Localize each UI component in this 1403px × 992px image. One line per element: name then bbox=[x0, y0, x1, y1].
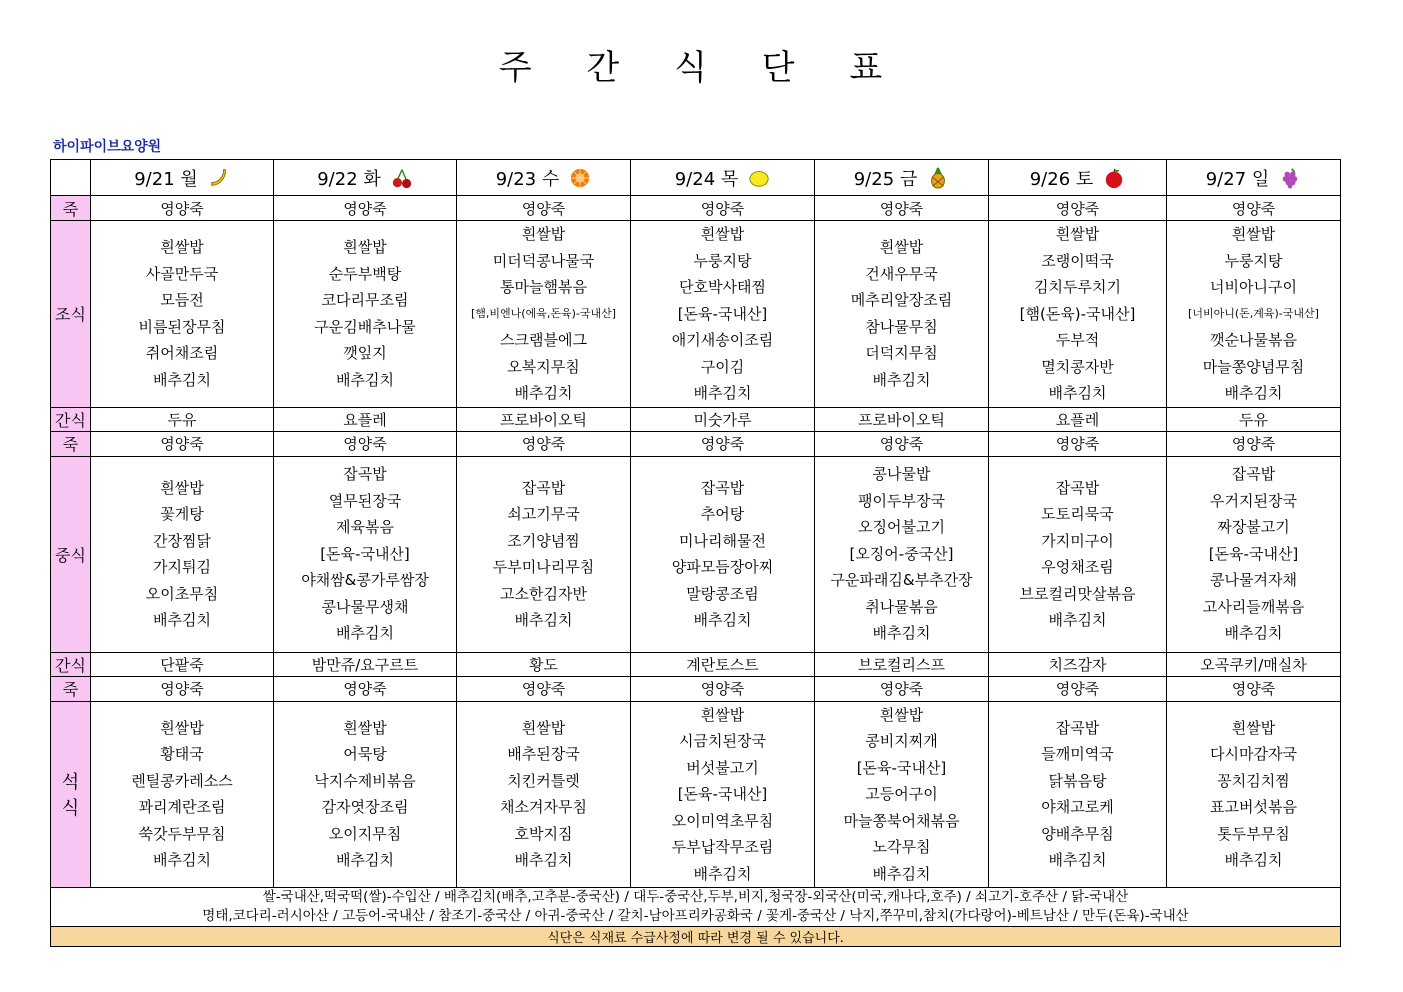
menu-item: 다시마감자국 bbox=[1210, 745, 1297, 764]
menu-item: 스크램블에그 bbox=[500, 331, 587, 349]
menu-item: 야채쌈&콩가루쌈장 bbox=[301, 571, 429, 590]
menu-item: 우엉채조림 bbox=[1041, 558, 1114, 576]
menu-item: 콩비지찌개 bbox=[865, 732, 938, 750]
menu-item: 조기양념찜 bbox=[507, 531, 580, 550]
menu-item: 잡곡밥 bbox=[700, 478, 745, 497]
menu-item: 고소한김자반 bbox=[500, 584, 587, 603]
menu-item: 고사리들깨볶음 bbox=[1202, 597, 1305, 616]
day-date: 9/24 목 bbox=[674, 168, 739, 190]
porridge-label: 죽 bbox=[51, 431, 91, 456]
menu-item: 꽃게탕 bbox=[160, 505, 204, 523]
menu-item: 배추김치 bbox=[514, 611, 573, 629]
breakfast-label: 조식 bbox=[51, 221, 91, 408]
menu-item: [돈육-국내산] bbox=[1208, 544, 1299, 563]
dinner-cell bbox=[1167, 701, 1341, 888]
menu-item: 모듬전 bbox=[160, 291, 204, 310]
menu-item: 애기새송이조림 bbox=[671, 331, 774, 349]
menu-item: 흰쌀밥 bbox=[160, 238, 204, 257]
breakfast-cell bbox=[631, 221, 815, 408]
menu-item: 흰쌀밥 bbox=[521, 718, 566, 737]
menu-item: 닭볶음탕 bbox=[1048, 771, 1107, 790]
menu-item: 흰쌀밥 bbox=[1231, 718, 1276, 737]
menu-item: 흰쌀밥 bbox=[879, 705, 924, 724]
banana-icon bbox=[208, 167, 230, 189]
menu-item: 잡곡밥 bbox=[521, 478, 566, 497]
page-title: 주 간 식 단 표 bbox=[498, 48, 905, 88]
menu-item: 배추김치 bbox=[514, 384, 573, 402]
menu-item: 고등어구이 bbox=[865, 785, 938, 803]
menu-item: 배추김치 bbox=[336, 851, 394, 870]
porridge-cell: 영양죽 bbox=[274, 196, 457, 221]
menu-item: 흰쌀밥 bbox=[700, 225, 745, 243]
snack-cell: 브로컬리스프 bbox=[815, 652, 989, 676]
menu-item: [오징어-중국산] bbox=[849, 544, 954, 563]
menu-item: 배추김치 bbox=[1224, 624, 1283, 643]
breakfast-cell bbox=[457, 221, 631, 408]
menu-item: 흰쌀밥 bbox=[700, 705, 745, 724]
menu-item: 버섯불고기 bbox=[686, 758, 759, 777]
menu-item: 배추김치 bbox=[153, 370, 211, 389]
menu-item: 배추김치 bbox=[153, 611, 211, 629]
menu-item: 팽이두부장국 bbox=[858, 491, 945, 510]
menu-item: 두부납작무조림 bbox=[671, 838, 774, 856]
menu-item: 배추김치 bbox=[336, 370, 394, 389]
menu-item: 노각무침 bbox=[872, 838, 931, 856]
porridge-cell: 영양죽 bbox=[457, 196, 631, 221]
menu-item: 간장찜닭 bbox=[153, 531, 211, 550]
menu-item: 오징어불고기 bbox=[858, 518, 945, 537]
porridge-cell: 영양죽 bbox=[815, 431, 989, 456]
day-date: 9/25 금 bbox=[853, 168, 918, 190]
lunch-cell bbox=[457, 456, 631, 652]
dinner-label-1: 석 bbox=[61, 772, 80, 794]
day-date: 9/21 월 bbox=[134, 168, 198, 190]
menu-item: 콩나물겨자채 bbox=[1210, 571, 1297, 590]
menu-item: 참나물무침 bbox=[865, 317, 938, 336]
porridge-cell: 영양죽 bbox=[91, 431, 274, 456]
day-date: 9/26 토 bbox=[1029, 168, 1094, 190]
menu-item: 배추김치 bbox=[693, 864, 752, 883]
snack-cell: 치즈감자 bbox=[989, 652, 1167, 676]
menu-item: 쇠고기무국 bbox=[507, 505, 580, 523]
cherry-icon bbox=[391, 167, 413, 189]
porridge-cell: 영양죽 bbox=[1167, 196, 1341, 221]
menu-item: 흰쌀밥 bbox=[160, 478, 204, 497]
menu-item: 양파모듬장아찌 bbox=[671, 558, 774, 576]
menu-item: 배추된장국 bbox=[507, 745, 580, 764]
menu-item: 잡곡밥 bbox=[1231, 465, 1276, 484]
menu-item: 흰쌀밥 bbox=[343, 718, 387, 737]
breakfast-cell bbox=[91, 221, 274, 408]
porridge-cell: 영양죽 bbox=[989, 676, 1167, 701]
menu-item: 잡곡밥 bbox=[1055, 478, 1100, 497]
breakfast-cell bbox=[274, 221, 457, 408]
menu-item: 치킨커틀렛 bbox=[507, 771, 580, 790]
menu-item: [햄,비엔나(에육,돈육)-국내산] bbox=[470, 306, 616, 320]
menu-item: 양배추무침 bbox=[1041, 824, 1114, 843]
menu-item: 배추김치 bbox=[514, 851, 573, 870]
dinner-cell bbox=[815, 701, 989, 888]
menu-item: 오이미역초무침 bbox=[671, 811, 774, 830]
menu-item: 콩나물밥 bbox=[872, 465, 931, 484]
menu-item: 단호박사태찜 bbox=[679, 278, 766, 296]
menu-item: 배추김치 bbox=[1048, 611, 1107, 629]
porridge-cell: 영양죽 bbox=[631, 676, 815, 701]
menu-item: 깻잎지 bbox=[343, 344, 387, 363]
lunch-cell bbox=[91, 456, 274, 652]
day-header bbox=[274, 160, 457, 196]
day-header bbox=[91, 160, 274, 196]
menu-item: 구이김 bbox=[700, 357, 745, 376]
snack-cell: 프로바이오틱 bbox=[815, 407, 989, 431]
lunch-cell bbox=[815, 456, 989, 652]
snack-cell: 두유 bbox=[1167, 407, 1341, 431]
header-corner bbox=[51, 160, 91, 196]
menu-item: 브로컬리맛살볶음 bbox=[1019, 584, 1136, 603]
menu-item: 사골만두국 bbox=[145, 264, 219, 283]
menu-item: 마늘쫑북어채볶음 bbox=[843, 811, 960, 830]
porridge-cell: 영양죽 bbox=[91, 196, 274, 221]
menu-item: 배추김치 bbox=[693, 384, 752, 402]
menu-item: 시금치된장국 bbox=[679, 732, 766, 750]
menu-item: 배추김치 bbox=[1224, 851, 1283, 870]
menu-item: 황태국 bbox=[160, 745, 204, 764]
menu-item: 배추김치 bbox=[1224, 384, 1283, 402]
menu-item: 배추김치 bbox=[153, 851, 211, 870]
orange-icon bbox=[569, 167, 591, 189]
menu-item: 우거지된장국 bbox=[1210, 491, 1297, 510]
breakfast-cell bbox=[815, 221, 989, 408]
menu-item: 추어탕 bbox=[700, 505, 745, 523]
snack-cell: 황도 bbox=[457, 652, 631, 676]
porridge-label: 죽 bbox=[51, 676, 91, 701]
porridge-cell: 영양죽 bbox=[274, 431, 457, 456]
dinner-label-2: 식 bbox=[61, 798, 80, 820]
menu-item: 잡곡밥 bbox=[1055, 718, 1100, 737]
menu-item: [돈육-국내산] bbox=[320, 544, 410, 563]
menu-item: 흰쌀밥 bbox=[879, 238, 924, 257]
origin-line-2: 명태,코다리-러시아산 / 고등어-국내산 / 참조기-중국산 / 아귀-중국산 / 갈치-남아프리카공화국 / 꽃게-중국산 / 낙지,쭈꾸미,참치(가다랑어)-베트남산 / 만두(돈육)-국내산 bbox=[202, 908, 1189, 924]
dinner-cell bbox=[91, 701, 274, 888]
apple-icon bbox=[1103, 167, 1125, 189]
pineapple-icon bbox=[927, 167, 949, 189]
porridge-label: 죽 bbox=[51, 196, 91, 221]
snack-cell: 요플레 bbox=[989, 407, 1167, 431]
menu-item: [햄(돈육)-국내산] bbox=[1019, 304, 1136, 323]
dinner-cell bbox=[457, 701, 631, 888]
snack-cell: 계란토스트 bbox=[631, 652, 815, 676]
menu-item: 표고버섯볶음 bbox=[1210, 798, 1297, 817]
menu-item: 통마늘햄볶음 bbox=[500, 278, 587, 296]
menu-item: 도토리묵국 bbox=[1041, 505, 1114, 523]
porridge-cell: 영양죽 bbox=[989, 196, 1167, 221]
lunch-cell bbox=[989, 456, 1167, 652]
menu-item: 구운파래김&부추간장 bbox=[830, 571, 973, 590]
change-notice: 식단은 식재료 수급사정에 따라 변경 될 수 있습니다. bbox=[51, 927, 1341, 947]
menu-item: 짜장불고기 bbox=[1217, 518, 1290, 537]
menu-item: 순두부백탕 bbox=[328, 264, 402, 283]
day-header bbox=[631, 160, 815, 196]
menu-item: 더덕지무침 bbox=[865, 344, 938, 363]
menu-item: 멸치콩자반 bbox=[1041, 357, 1114, 376]
menu-item: 두부미나리무침 bbox=[492, 558, 595, 576]
menu-item: 꽁치김치찜 bbox=[1217, 771, 1290, 790]
menu-item: 흰쌀밥 bbox=[1231, 225, 1276, 243]
menu-item: 배추김치 bbox=[693, 611, 752, 629]
weekly-menu-table bbox=[50, 159, 1341, 947]
menu-item: 들깨미역국 bbox=[1041, 745, 1114, 764]
dinner-cell bbox=[989, 701, 1167, 888]
porridge-cell: 영양죽 bbox=[631, 196, 815, 221]
day-header bbox=[989, 160, 1167, 196]
menu-item: 꽈리계란조림 bbox=[138, 798, 226, 817]
menu-item: 콩나물무생채 bbox=[321, 597, 409, 616]
menu-item: [돈육-국내산] bbox=[856, 758, 947, 777]
menu-item: 흰쌀밥 bbox=[343, 238, 387, 257]
menu-item: 김치두루치기 bbox=[1034, 278, 1121, 296]
lunch-cell bbox=[274, 456, 457, 652]
dinner-label bbox=[51, 701, 91, 888]
day-header bbox=[815, 160, 989, 196]
dinner-cell bbox=[274, 701, 457, 888]
menu-item: 오이지무침 bbox=[328, 824, 402, 843]
porridge-cell: 영양죽 bbox=[91, 676, 274, 701]
lunch-cell bbox=[631, 456, 815, 652]
porridge-cell: 영양죽 bbox=[631, 431, 815, 456]
dinner-cell bbox=[631, 701, 815, 888]
menu-item: 낙지수제비볶음 bbox=[314, 771, 416, 790]
menu-item: 메추리알장조림 bbox=[850, 291, 953, 310]
menu-item: 가지미구이 bbox=[1041, 531, 1114, 550]
porridge-cell: 영양죽 bbox=[274, 676, 457, 701]
porridge-cell: 영양죽 bbox=[1167, 431, 1341, 456]
snack-cell: 밤만쥬/요구르트 bbox=[274, 652, 457, 676]
menu-item: 톳두부무침 bbox=[1217, 824, 1290, 843]
menu-item: 깻순나물볶음 bbox=[1210, 331, 1297, 349]
menu-item: 구운김배추나물 bbox=[314, 317, 416, 336]
lemon-icon bbox=[748, 167, 770, 189]
porridge-cell: 영양죽 bbox=[457, 431, 631, 456]
menu-item: 호박지짐 bbox=[514, 824, 573, 843]
menu-item: 누룽지탕 bbox=[693, 251, 752, 270]
day-date: 9/23 수 bbox=[495, 168, 560, 190]
snack-cell: 오곡쿠키/매실차 bbox=[1167, 652, 1341, 676]
menu-item: [너비아니(돈,계육)-국내산] bbox=[1188, 306, 1319, 320]
porridge-cell: 영양죽 bbox=[815, 196, 989, 221]
menu-item: 가지튀김 bbox=[153, 558, 211, 576]
menu-item: 쥐어채조림 bbox=[145, 344, 219, 363]
day-header bbox=[1167, 160, 1341, 196]
snack-cell: 단팥죽 bbox=[91, 652, 274, 676]
menu-item: 채소겨자무침 bbox=[500, 798, 587, 817]
menu-item: 배추김치 bbox=[872, 864, 931, 883]
menu-item: 배추김치 bbox=[1048, 851, 1107, 870]
organization-name: 하이파이브요양원 bbox=[53, 139, 162, 155]
menu-item: 미나리해물전 bbox=[679, 531, 766, 550]
menu-item: [돈육-국내산] bbox=[677, 304, 768, 323]
menu-item: 건새우무국 bbox=[865, 264, 938, 283]
origin-notes bbox=[51, 888, 1341, 927]
snack-label: 간식 bbox=[51, 652, 91, 676]
grape-icon bbox=[1279, 167, 1301, 189]
menu-item: 제육볶음 bbox=[336, 518, 394, 537]
menu-item: 비름된장무침 bbox=[138, 317, 226, 336]
menu-item: 취나물볶음 bbox=[865, 597, 938, 616]
menu-item: 배추김치 bbox=[336, 624, 394, 643]
menu-item: 감자엿장조림 bbox=[321, 798, 409, 817]
menu-item: 마늘쫑양념무침 bbox=[1202, 357, 1305, 376]
menu-item: 배추김치 bbox=[872, 624, 931, 643]
menu-item: 야채고로케 bbox=[1041, 798, 1114, 817]
menu-item: [돈육-국내산] bbox=[677, 785, 768, 803]
menu-item: 너비아니구이 bbox=[1210, 278, 1297, 296]
menu-item: 흰쌀밥 bbox=[160, 718, 204, 737]
snack-label: 간식 bbox=[51, 407, 91, 431]
snack-cell: 미숫가루 bbox=[631, 407, 815, 431]
lunch-cell bbox=[1167, 456, 1341, 652]
snack-cell: 두유 bbox=[91, 407, 274, 431]
menu-item: 누룽지탕 bbox=[1224, 251, 1283, 270]
menu-item: 조랭이떡국 bbox=[1041, 251, 1114, 270]
day-date: 9/27 일 bbox=[1205, 168, 1270, 190]
menu-item: 쑥갓두부무침 bbox=[138, 824, 226, 843]
menu-item: 배추김치 bbox=[1048, 384, 1107, 402]
breakfast-cell bbox=[989, 221, 1167, 408]
day-header bbox=[457, 160, 631, 196]
day-date: 9/22 화 bbox=[317, 168, 381, 190]
breakfast-cell bbox=[1167, 221, 1341, 408]
porridge-cell: 영양죽 bbox=[1167, 676, 1341, 701]
menu-item: 렌틸콩카레소스 bbox=[131, 771, 233, 790]
porridge-cell: 영양죽 bbox=[457, 676, 631, 701]
lunch-label: 중식 bbox=[51, 456, 91, 652]
menu-item: 두부적 bbox=[1055, 331, 1100, 349]
menu-item: 오이초무침 bbox=[145, 584, 219, 603]
porridge-cell: 영양죽 bbox=[815, 676, 989, 701]
menu-item: 흰쌀밥 bbox=[1055, 225, 1100, 243]
menu-item: 흰쌀밥 bbox=[521, 225, 566, 243]
menu-item: 배추김치 bbox=[872, 370, 931, 389]
menu-item: 열무된장국 bbox=[328, 491, 402, 510]
snack-cell: 요플레 bbox=[274, 407, 457, 431]
menu-item: 오복지무침 bbox=[507, 357, 580, 376]
snack-cell: 프로바이오틱 bbox=[457, 407, 631, 431]
menu-item: 미더덕콩나물국 bbox=[492, 251, 595, 270]
origin-line-1: 쌀-국내산,떡국떡(쌀)-수입산 / 배추김치(배추,고추분-중국산) / 대두-중국산,두부,비지,청국장-외국산(미국,캐나다,호주) / 쇠고기-호주산 / 닭-국내산 bbox=[262, 889, 1129, 905]
menu-item: 말랑콩조림 bbox=[686, 584, 759, 603]
porridge-cell: 영양죽 bbox=[989, 431, 1167, 456]
menu-item: 코다리무조림 bbox=[321, 291, 409, 310]
menu-item: 어묵탕 bbox=[343, 745, 387, 764]
menu-item: 잡곡밥 bbox=[343, 465, 387, 484]
